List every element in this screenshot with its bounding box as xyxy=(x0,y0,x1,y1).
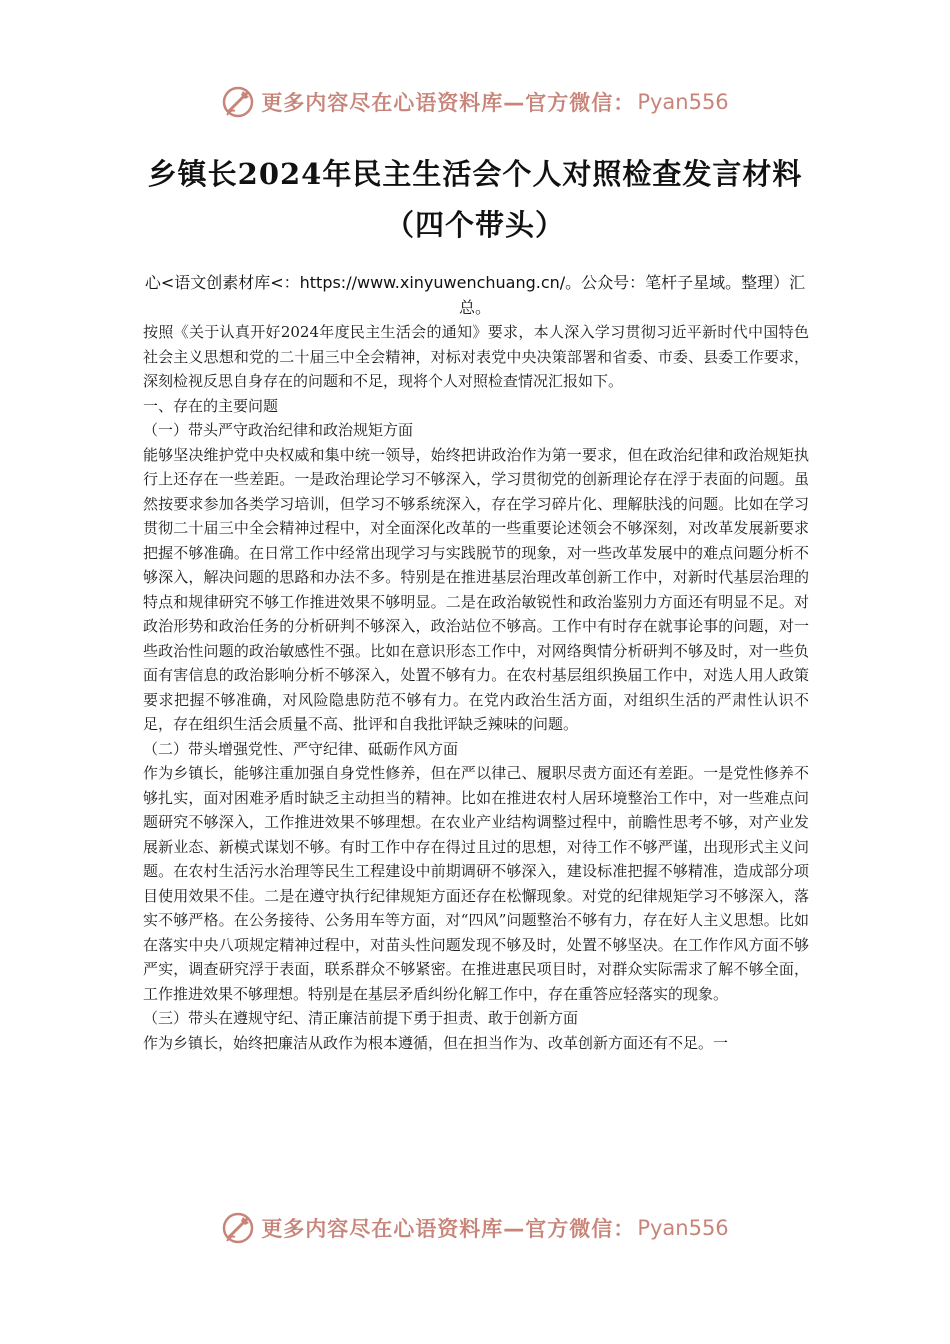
subsection-heading: （一）带头严守政治纪律和政治规矩方面 xyxy=(143,421,414,439)
watermark-text: 更多内容尽在心语资料库—官方微信： xyxy=(261,1217,636,1241)
brand-logo-icon xyxy=(221,85,255,119)
body-paragraph: 作为乡镇长，始终把廉洁从政作为根本遵循，但在担当作为、改革创新方面还有不足。一 xyxy=(143,1033,729,1052)
watermark-wechat-id: Pyan556 xyxy=(637,90,729,114)
brand-logo-icon xyxy=(221,1211,255,1245)
section-heading: 一、存在的主要问题 xyxy=(143,396,279,415)
intro-paragraph: 按照《关于认真开好2024年度民主生活会的通知》要求，本人深入学习贯彻习近平新时代中国特色社会主义思想和党的二十届三中全会精神，对标对表党中央决策部署和省委、市委、县委工作要求，深刻检视反思自身存在的问题和不足，现将个人对照检查情况汇报如下。 xyxy=(143,323,809,390)
subsection-heading: （三）带头在遵规守纪、清正廉洁前提下勇于担责、敢于创新方面 xyxy=(143,1009,579,1027)
watermark-banner-top xyxy=(0,80,950,124)
document-subtitle: （四个带头） xyxy=(384,208,565,242)
document-title: 乡镇长2024年民主生活会个人对照检查发言材料 xyxy=(147,157,803,191)
source-attribution: 心<语文创素材库<：https://www.xinyuwenchuang.cn/。公众号：笔杆子星域。整理）汇总。 xyxy=(144,273,806,317)
watermark-text: 更多内容尽在心语资料库—官方微信： xyxy=(261,91,636,115)
subsection-heading: （二）带头增强党性、严守纪律、砥砺作风方面 xyxy=(143,739,459,758)
watermark-wechat-id: Pyan556 xyxy=(637,1216,729,1240)
body-paragraph: 能够坚决维护党中央权威和集中统一领导，始终把讲政治作为第一要求，但在政治纪律和政治规矩执行上还存在一些差距。一是政治理论学习不够深入，学习贯彻党的创新理论存在浮于表面的问题。虽然按要求参加各类学习培训，但学习不够系统深入，存在学习碎片化、理解肤浅的问题。比如在学习贯彻二十届三中全会精神过程中，对全面深化改革的一些重要论述领会不够深刻，对改革发展新要求把握不够准确。在日常工作中经常出现学习与实践脱节的现象，对一些改革发展中的难点问题分析不够深入，解决问题的思路和办法不多。特别是在推进基层治理改革创新工作中，对新时代基层治理的特点和规律研究不够工作推进效果不够明显。二是在政治敏锐性和政治鉴别力方面还有明显不足。对政治形势和政治任务的分析研判不够深入，政治站位不够高。工作中有时存在就事论事的问题，对一些政治性问题的政治敏感性不强。比如在意识形态工作中，对网络舆情分析研判不够及时，对一些负面有害信息的政治影响分析不够深入，处置不够有力。在农村基层组织换届工作中，对选人用人政策要求把握不够准确，对风险隐患防范不够有力。在党内政治生活方面，对组织生活的严肃性认识不足，存在组织生活会质量不高、批评和自我批评缺乏辣味的问题。 xyxy=(143,445,809,733)
watermark-banner-bottom xyxy=(0,1206,950,1250)
body-paragraph: 作为乡镇长，能够注重加强自身党性修养，但在严以律己、履职尽责方面还有差距。一是党性修养不够扎实，面对困难矛盾时缺乏主动担当的精神。比如在推进农村人居环境整治工作中，对一些难点问题研究不够深入，工作推进效果不够理想。在农业产业结构调整过程中，前瞻性思考不够，对产业发展新业态、新模式谋划不够。有时工作中存在得过且过的思想，对待工作不够严谨，出现形式主义问题。在农村生活污水治理等民生工程建设中前期调研不够深入，建设标准把握不够精准，造成部分项目使用效果不佳。二是在遵守执行纪律规矩方面还存在松懈现象。对党的纪律规矩学习不够深入，落实不够严格。在公务接待、公务用车等方面，对“四风”问题整治不够有力，存在好人主义思想。比如在落实中央八项规定精神过程中，对苗头性问题发现不够及时，处置不够坚决。在工作作风方面不够严实，调查研究浮于表面，联系群众不够紧密。在推进惠民项目时，对群众实际需求了解不够全面，工作推进效果不够理想。特别是在基层矛盾纠纷化解工作中，存在重答应轻落实的现象。 xyxy=(143,764,809,1003)
document-body xyxy=(143,320,809,1055)
